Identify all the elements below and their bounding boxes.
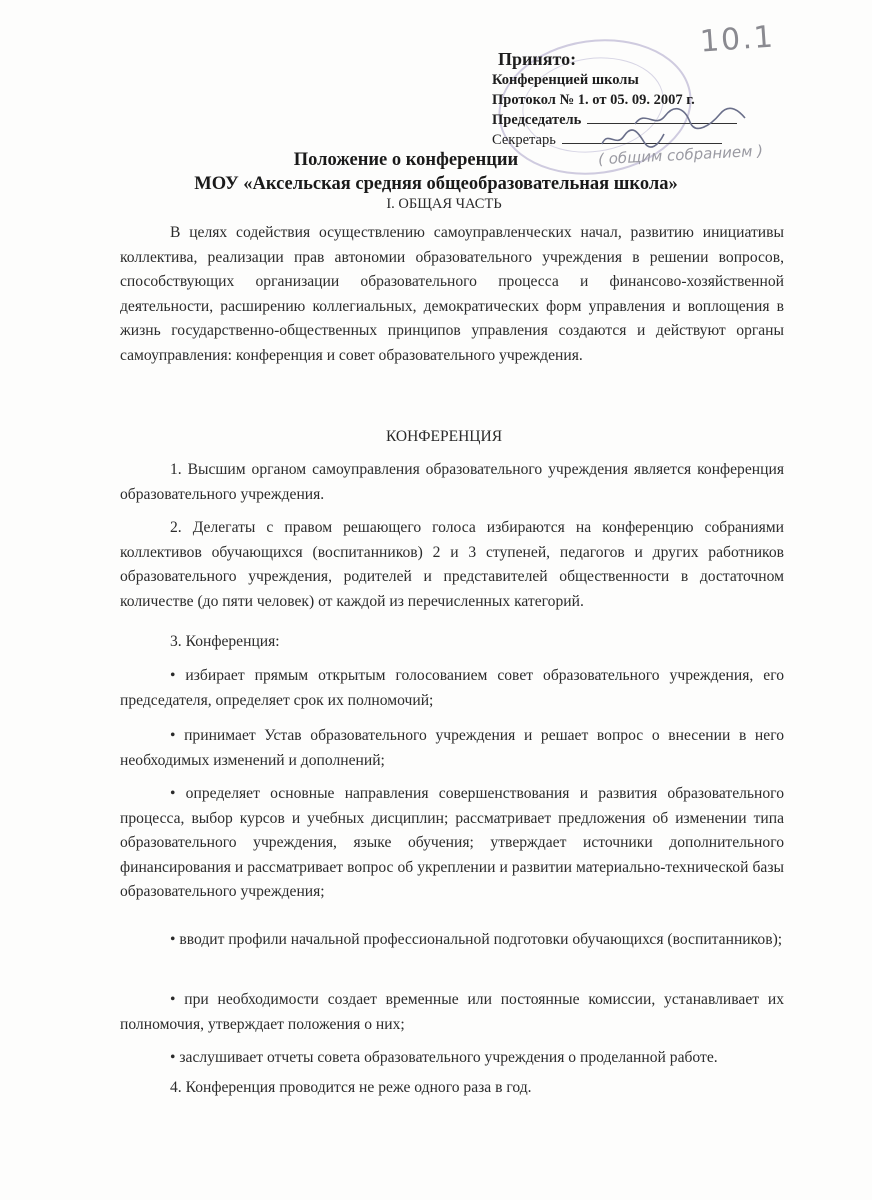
approval-secretary-label: Секретарь: [492, 132, 556, 148]
paragraph-1: 1. Высшим органом самоуправления образовательного учреждения является конференция образовательного учреждения.: [120, 461, 784, 503]
list-item-3: • определяет основные направления совершенствования и развития образовательного процесса, выбор курсов и учебных дисциплин; рассматривает предложения об изменении типа образовательного учреждения, языке обучения; утверждает источники дополнительного финансирования и рассматривает вопрос об укреплении и развитии материально-технической базы образовательного учреждения;: [120, 785, 784, 900]
approval-chair-label: Председатель: [492, 112, 582, 128]
list-item-1: • избирает прямым открытым голосованием совет образовательного учреждения, его председателя, определяет срок их полномочий;: [120, 667, 784, 709]
handwritten-page-number: 10.1: [698, 19, 776, 60]
list-item-2: • принимает Устав образовательного учреждения и решает вопрос о внесении в него необходимых изменений и дополнений;: [120, 727, 784, 769]
approval-title: Принято:: [498, 49, 577, 69]
paragraph-3: 3. Конференция:: [170, 633, 280, 650]
approval-protocol: Протокол № 1. от 05. 09. 2007 г.: [492, 92, 695, 108]
list-item-4: • вводит профили начальной профессиональной подготовки обучающихся (воспитанников);: [170, 931, 783, 948]
paragraph-4: 4. Конференция проводится не реже одного раза в год.: [170, 1079, 532, 1096]
approval-body: Конференцией школы: [492, 72, 639, 88]
document-title: Положение о конференции: [293, 150, 519, 170]
school-name: МОУ «Аксельская средняя общеобразовательная школа»: [194, 174, 678, 194]
intro-paragraph: В целях содействия осуществлению самоуправленческих начал, развитию инициативы коллектива, реализации прав автономии образовательного учреждения в решении вопросов, способствующих организации образовательного процесса и финансово-хозяйственной деятельности, расширению коллегиальных, демократических форм управления и воплощения в жизнь государственно-общественных принципов управления создаются и действуют органы самоуправления: конференция и совет образовательного учреждения.: [120, 224, 784, 364]
list-item-6: • заслушивает отчеты совета образовательного учреждения о проделанной работе.: [170, 1049, 718, 1066]
list-item-5: • при необходимости создает временные или постоянные комиссии, устанавливает их полномочия, утверждает положения о них;: [120, 991, 784, 1033]
paragraph-2: 2. Делегаты с правом решающего голоса избираются на конференцию собраниями коллективов обучающихся (воспитанников) 2 и 3 ступеней, педагогов и других работников образовательного учреждения, родителей и представителей общественности в достаточном количестве (до пяти человек) от каждой из перечисленных категорий.: [120, 519, 784, 610]
section-conference: КОНФЕРЕНЦИЯ: [385, 428, 503, 445]
section-general: I. ОБЩАЯ ЧАСТЬ: [386, 196, 502, 212]
handwritten-note: ( общим собранием ): [597, 141, 764, 169]
